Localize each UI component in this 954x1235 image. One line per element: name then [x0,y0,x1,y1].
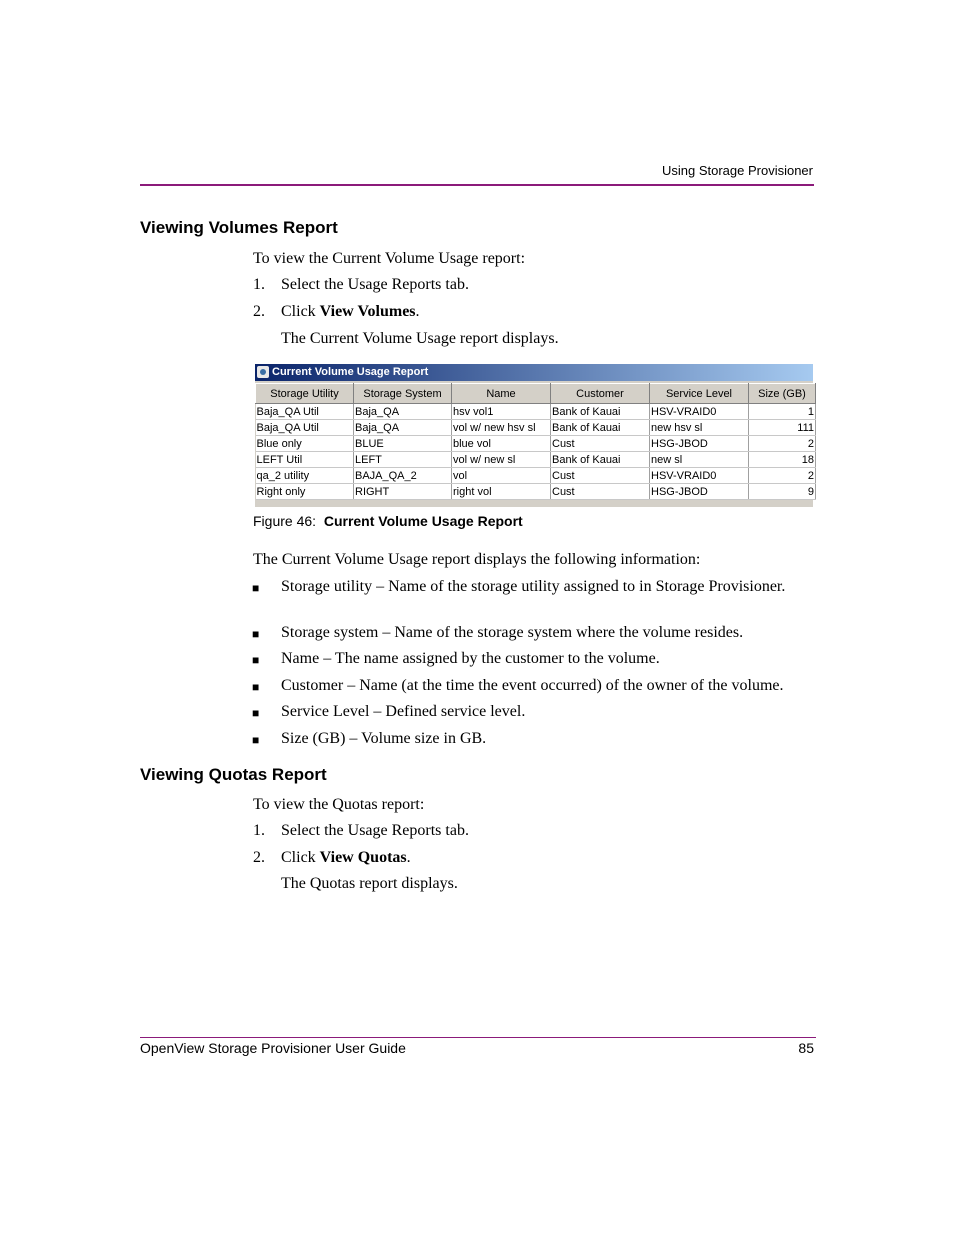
bullet-item: Size (GB) – Volume size in GB. [281,730,487,747]
bullet-item: Name – The name assigned by the customer to the volume. [281,650,660,667]
figure-title: Current Volume Usage Report [323,513,523,529]
cell: 1 [749,404,816,420]
cell: HSV-VRAID0 [650,468,749,484]
cell: new hsv sl [650,420,749,436]
cell: right vol [452,484,551,500]
section-heading-quotas: Viewing Quotas Report [140,765,327,784]
cell: HSG-JBOD [650,436,749,452]
info-intro: The Current Volume Usage report displays the following information: [253,551,701,568]
bullet-item: Storage system – Name of the storage system where the volume resides. [281,624,744,641]
view-quotas-command: View Quotas [319,849,407,866]
window-title: Current Volume Usage Report [272,366,429,378]
volume-usage-table [255,383,816,500]
step-text [281,849,411,867]
cell: 2 [749,436,816,452]
cell: BLUE [354,436,452,452]
step-text [281,303,420,321]
step-text-pre: Click [281,303,320,320]
header-rule [140,184,814,186]
bullet-icon: ■ [252,581,260,595]
cell: hsv vol1 [452,404,551,420]
cell: Cust [551,484,650,500]
window-titlebar [255,364,813,381]
current-volume-usage-window [255,364,813,507]
step-text-post: . [415,303,420,320]
cell: Cust [551,468,650,484]
cell: LEFT [354,452,452,468]
step-number: 2. [253,849,265,866]
cell: Blue only [256,436,354,452]
cell: BAJA_QA_2 [354,468,452,484]
step-text: Select the Usage Reports tab. [281,822,469,839]
table-header-row [256,384,816,404]
bullet-icon: ■ [252,706,260,720]
cell: 18 [749,452,816,468]
table-row[interactable] [256,468,816,484]
bullet-icon: ■ [252,680,260,694]
column-header-storage-system[interactable]: Storage System [354,384,452,404]
footer-title: OpenView Storage Provisioner User Guide [140,1040,406,1056]
bullet-icon: ■ [252,627,260,641]
figure-caption [253,513,523,529]
view-volumes-command: View Volumes [319,303,416,320]
volumes-intro: To view the Current Volume Usage report: [253,250,526,267]
cell: Baja_QA [354,420,452,436]
cell: Baja_QA Util [256,420,354,436]
cell: Right only [256,484,354,500]
step-number: 1. [253,822,265,839]
column-header-storage-utility[interactable]: Storage Utility [256,384,354,404]
cell: HSG-JBOD [650,484,749,500]
cell: vol w/ new hsv sl [452,420,551,436]
cell: Bank of Kauai [551,404,650,420]
cell: RIGHT [354,484,452,500]
step-text-post: . [406,849,411,866]
cell: Baja_QA Util [256,404,354,420]
figure-label: Figure 46: [253,513,317,529]
quotas-result: The Quotas report displays. [281,875,458,892]
volumes-result: The Current Volume Usage report displays. [281,330,559,347]
step-number: 2. [253,303,265,320]
table-row[interactable] [256,452,816,468]
step-text: Select the Usage Reports tab. [281,276,469,293]
table-row[interactable] [256,484,816,500]
cell: qa_2 utility [256,468,354,484]
table-row[interactable] [256,420,816,436]
cell: Cust [551,436,650,452]
column-header-service-level[interactable]: Service Level [650,384,749,404]
cell: Bank of Kauai [551,452,650,468]
bullet-item: Service Level – Defined service level. [281,703,526,720]
bullet-icon: ■ [252,733,260,747]
column-header-name[interactable]: Name [452,384,551,404]
bullet-item: Customer – Name (at the time the event occurred) of the owner of the volume. [281,677,784,694]
page-number: 85 [798,1040,814,1056]
app-icon [257,366,269,378]
cell: blue vol [452,436,551,452]
cell: Bank of Kauai [551,420,650,436]
cell: vol [452,468,551,484]
cell: 111 [749,420,816,436]
section-heading-volumes: Viewing Volumes Report [140,218,338,237]
step-text-pre: Click [281,849,320,866]
column-header-customer[interactable]: Customer [551,384,650,404]
cell: Baja_QA [354,404,452,420]
cell: 2 [749,468,816,484]
cell: 9 [749,484,816,500]
quotas-intro: To view the Quotas report: [253,796,425,813]
cell: vol w/ new sl [452,452,551,468]
step-number: 1. [253,276,265,293]
table-row[interactable] [256,404,816,420]
cell: new sl [650,452,749,468]
footer-rule [140,1037,816,1038]
cell: HSV-VRAID0 [650,404,749,420]
bullet-item: Storage utility – Name of the storage utility assigned to in Storage Provisioner. [281,578,786,595]
cell: LEFT Util [256,452,354,468]
bullet-icon: ■ [252,653,260,667]
column-header-size[interactable]: Size (GB) [749,384,816,404]
table-row[interactable] [256,436,816,452]
running-head: Using Storage Provisioner [661,163,813,178]
